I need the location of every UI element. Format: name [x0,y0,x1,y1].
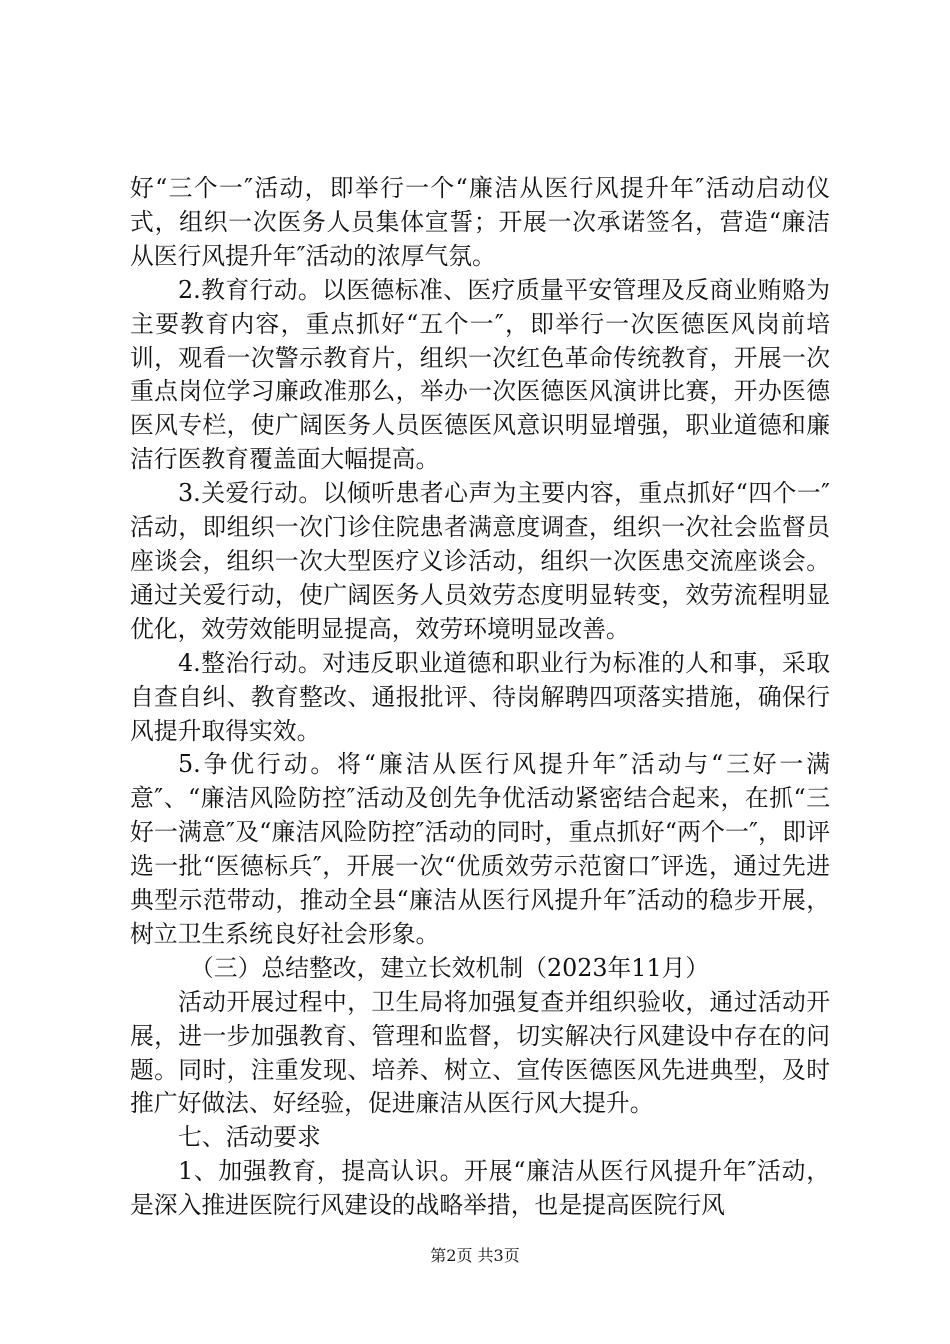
page-footer [0,1246,950,1266]
paragraph-summary: 活动开展过程中，卫生局将加强复查并组织验收，通过活动开展，进一步加强教育、管理和监督，切实解决行风建设中存在的问题。同时，注重发现、培养、树立、宣传医德医风先进典型，及时推广好做法、好经验，促进廉洁从医行风大提升。 [130,987,830,1118]
page-number: 第2页 共3页 [430,1246,520,1265]
paragraph-care-action: 3.关爱行动。以倾听患者心声为主要内容，重点抓好“四个一″活动，即组织一次门诊住院患者满意度调查，组织一次社会监督员座谈会，组织一次大型医疗义诊活动，组织一次医患交流座谈会。通过关爱行动，使广阔医务人员效劳态度明显转变，效劳流程明显优化，效劳效能明显提高，效劳环境明显改善。 [130,479,830,643]
paragraph-education-action: 2.教育行动。以医德标准、医疗质量平安管理及反商业贿赂为主要教育内容，重点抓好“五个一″，即举行一次医德医风岗前培训，观看一次警示教育片，组织一次红色革命传统教育，开展一次重点岗位学习廉政准那么，举办一次医德医风演讲比赛，开办医德医风专栏，使广阔医务人员医德医风意识明显增强，职业道德和廉洁行医教育覆盖面大幅提高。 [130,275,830,474]
document-body [130,172,830,1223]
paragraph-requirement-1: 1、加强教育，提高认识。开展“廉洁从医行风提升年″活动，是深入推进医院行风建设的战略举措，也是提高医院行风 [130,1157,830,1220]
paragraph-rectification-action: 4.整治行动。对违反职业道德和职业行为标准的人和事，采取自查自纠、教育整改、通报批评、待岗解聘四项落实措施，确保行风提升取得实效。 [130,648,830,745]
paragraph-excellence-action: 5.争优行动。将“廉洁从医行风提升年″活动与“三好一满意″、“廉洁风险防控″活动及创先争优活动紧密结合起来，在抓“三好一满意″及“廉洁风险防控″活动的同时，重点抓好“两个一″，即评选一批“医德标兵″，开展一次“优质效劳示范窗口″评选，通过先进典型示范带动，推动全县“廉洁从医行风提升年″活动的稳步开展，树立卫生系统良好社会形象。 [130,750,830,948]
section-heading-requirements: 七、活动要求 [178,1123,321,1152]
section-heading-summary: （三）总结整改，建立长效机制（2023年11月） [190,953,710,982]
paragraph-continuation: 好“三个一″活动，即举行一个“廉洁从医行风提升年″活动启动仪式，组织一次医务人员集体宣誓；开展一次承诺签名，营造“廉洁从医行风提升年″活动的浓厚气氛。 [130,174,830,270]
